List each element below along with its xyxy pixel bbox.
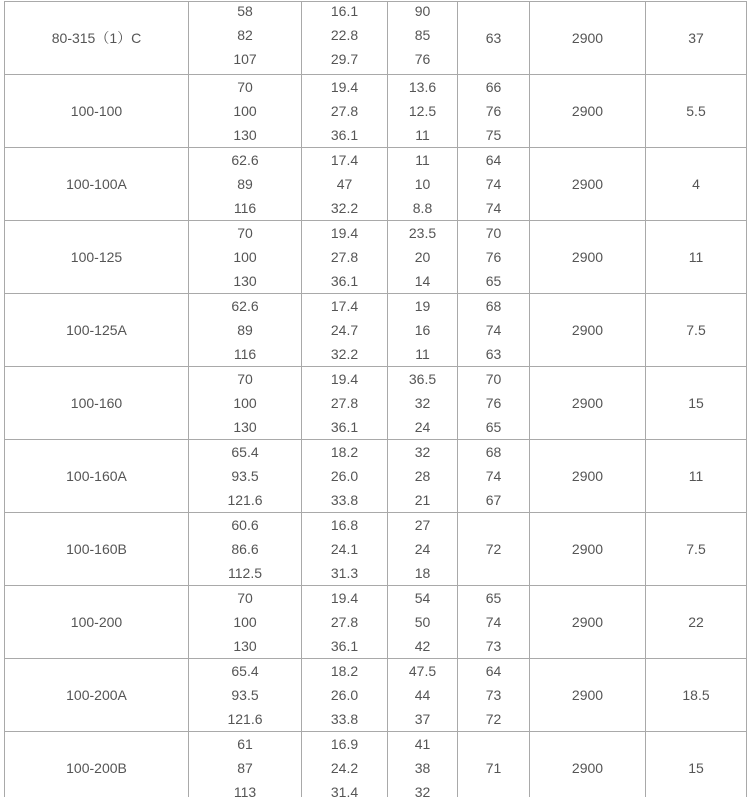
speed-cell [530,148,646,221]
speed-cell-value: 2900 [571,541,604,557]
flow-alt-cell-value: 17.4 [330,298,359,314]
speed-cell [530,2,646,75]
flow-alt-cell [302,294,388,367]
head-cell-value: 24 [414,541,431,557]
efficiency-cell-value: 71 [485,760,502,776]
table-row [5,221,747,294]
flow-cell-value: 121.6 [227,711,263,727]
flow-cell-value: 121.6 [227,492,263,508]
flow-cell-value: 93.5 [231,687,259,703]
table-row [5,513,747,586]
flow-alt-cell-value: 16.1 [330,2,359,19]
power-cell [646,732,747,797]
flow-cell [189,732,302,797]
efficiency-cell-value: 72 [485,711,502,727]
head-cell [388,367,458,440]
efficiency-cell-value: 65 [485,273,502,289]
head-cell-value: 27 [414,517,431,533]
efficiency-cell-value: 70 [485,371,502,387]
power-cell [646,294,747,367]
efficiency-cell [458,148,530,221]
flow-cell-value: 130 [233,419,257,435]
flow-cell-value: 130 [233,273,257,289]
flow-alt-cell-value: 27.8 [330,395,359,411]
flow-cell-value: 70 [237,371,253,387]
speed-cell [530,513,646,586]
model-cell-value: 100-125 [70,249,123,265]
head-cell [388,586,458,659]
speed-cell [530,294,646,367]
table-row [5,148,747,221]
head-cell-value: 21 [414,492,431,508]
efficiency-cell-value: 66 [485,79,502,95]
flow-alt-cell [302,586,388,659]
flow-cell-value: 112.5 [228,565,262,581]
flow-cell-value: 116 [233,346,257,362]
power-cell-value: 11 [688,468,704,484]
flow-alt-cell-value: 24.2 [330,760,359,776]
power-cell [646,2,747,75]
flow-alt-cell-value: 24.7 [330,322,359,338]
flow-cell-value: 61 [237,736,253,752]
head-cell-value: 36.5 [408,371,437,387]
model-cell-value: 100-160B [66,541,127,557]
flow-cell [189,294,302,367]
flow-cell [189,440,302,513]
flow-alt-cell-value: 32.2 [330,346,359,362]
power-cell-value: 7.5 [686,322,706,338]
head-cell-value: 32 [414,444,431,460]
head-cell-value: 54 [414,590,431,606]
speed-cell-value: 2900 [571,468,604,484]
head-cell-value: 11 [415,127,430,143]
model-cell-value: 100-100 [70,103,123,119]
model-cell-value: 80-315（1）C [51,30,142,46]
head-cell-value: 11 [415,346,430,362]
flow-alt-cell-value: 19.4 [330,590,359,606]
efficiency-cell [458,367,530,440]
speed-cell [530,75,646,148]
head-cell-value: 37 [414,711,431,727]
head-cell [388,440,458,513]
flow-alt-cell-value: 36.1 [330,127,359,143]
flow-cell-value: 100 [233,395,257,411]
flow-alt-cell [302,367,388,440]
speed-cell-value: 2900 [571,249,604,265]
efficiency-cell-value: 67 [485,492,502,508]
head-cell [388,75,458,148]
flow-alt-cell-value: 18.2 [330,663,359,679]
efficiency-cell-value: 76 [485,103,502,119]
efficiency-cell [458,513,530,586]
efficiency-cell-value: 68 [485,444,502,460]
flow-cell-value: 65.4 [231,663,259,679]
flow-cell-value: 100 [233,103,257,119]
head-cell-value: 32 [414,784,431,797]
efficiency-cell-value: 74 [485,176,502,192]
flow-alt-cell [302,659,388,732]
power-cell [646,148,747,221]
flow-cell-value: 60.6 [231,517,259,533]
table-row [5,659,747,732]
head-cell [388,294,458,367]
model-cell-value: 100-200A [66,687,127,703]
pump-spec-table-body [5,2,747,797]
flow-alt-cell-value: 19.4 [330,225,359,241]
flow-alt-cell-value: 36.1 [330,273,359,289]
efficiency-cell-value: 73 [485,687,502,703]
flow-cell [189,148,302,221]
model-cell [5,367,189,440]
efficiency-cell-value: 64 [485,663,502,679]
speed-cell-value: 2900 [571,614,604,630]
model-cell-value: 100-100A [66,176,127,192]
head-cell-value: 20 [414,249,431,265]
model-cell [5,148,189,221]
head-cell-value: 50 [414,614,431,630]
efficiency-cell-value: 76 [485,249,502,265]
power-cell [646,221,747,294]
efficiency-cell [458,440,530,513]
flow-alt-cell-value: 27.8 [330,103,359,119]
flow-cell-value: 58 [237,2,253,19]
efficiency-cell-value: 68 [485,298,502,314]
head-cell-value: 28 [414,468,431,484]
power-cell [646,75,747,148]
model-cell [5,294,189,367]
head-cell [388,513,458,586]
efficiency-cell-value: 74 [485,468,502,484]
pump-spec-table [4,1,747,797]
speed-cell [530,440,646,513]
efficiency-cell-value: 74 [485,322,502,338]
flow-alt-cell [302,75,388,148]
flow-cell-value: 86.6 [231,541,259,557]
flow-cell [189,75,302,148]
flow-cell-value: 93.5 [231,468,259,484]
power-cell-value: 15 [688,760,704,776]
head-cell-value: 18 [414,565,431,581]
speed-cell [530,659,646,732]
efficiency-cell-value: 75 [485,127,502,143]
model-cell-value: 100-160A [66,468,127,484]
model-cell [5,586,189,659]
flow-cell [189,586,302,659]
flow-cell [189,221,302,294]
efficiency-cell-value: 76 [485,395,502,411]
efficiency-cell-value: 70 [485,225,502,241]
table-row [5,75,747,148]
flow-alt-cell-value: 32.2 [330,200,359,216]
efficiency-cell [458,2,530,75]
flow-alt-cell [302,148,388,221]
head-cell-value: 24 [414,419,431,435]
flow-cell-value: 113 [233,784,257,797]
model-cell [5,659,189,732]
head-cell-value: 42 [414,638,431,654]
efficiency-cell-value: 64 [485,152,502,168]
power-cell [646,659,747,732]
flow-alt-cell-value: 31.4 [330,784,359,797]
head-cell-value: 16 [414,322,431,338]
flow-alt-cell-value: 31.3 [330,565,359,581]
table-row [5,294,747,367]
efficiency-cell [458,732,530,797]
efficiency-cell-value: 65 [485,590,502,606]
efficiency-cell [458,221,530,294]
flow-alt-cell [302,440,388,513]
flow-alt-cell-value: 16.9 [330,736,359,752]
efficiency-cell-value: 74 [485,200,502,216]
flow-cell [189,367,302,440]
flow-alt-cell-value: 27.8 [330,249,359,265]
speed-cell-value: 2900 [571,103,604,119]
model-cell [5,2,189,75]
speed-cell-value: 2900 [571,687,604,703]
flow-alt-cell [302,221,388,294]
head-cell-value: 10 [414,176,431,192]
flow-cell-value: 130 [233,127,257,143]
table-row [5,586,747,659]
head-cell-value: 23.5 [408,225,437,241]
head-cell [388,221,458,294]
flow-cell-value: 70 [237,590,253,606]
flow-alt-cell-value: 36.1 [330,419,359,435]
speed-cell-value: 2900 [571,30,604,46]
flow-alt-cell-value: 18.2 [330,444,359,460]
flow-alt-cell-value: 22.8 [330,26,359,43]
head-cell-value: 38 [414,760,431,776]
model-cell-value: 100-125A [66,322,127,338]
flow-cell-value: 62.6 [231,152,259,168]
flow-alt-cell-value: 26.0 [330,687,359,703]
efficiency-cell [458,294,530,367]
speed-cell-value: 2900 [571,176,604,192]
flow-cell-value: 65.4 [231,444,259,460]
flow-alt-cell-value: 33.8 [330,711,359,727]
speed-cell [530,367,646,440]
head-cell-value: 76 [414,50,431,67]
flow-cell-value: 89 [237,322,253,338]
efficiency-cell-value: 65 [485,419,502,435]
efficiency-cell-value: 63 [485,30,502,46]
efficiency-cell [458,75,530,148]
flow-cell-value: 70 [237,225,253,241]
flow-alt-cell-value: 33.8 [330,492,359,508]
head-cell-value: 85 [414,26,431,43]
head-cell [388,148,458,221]
speed-cell [530,732,646,797]
model-cell [5,732,189,797]
table-row [5,2,747,75]
power-cell-value: 15 [688,395,704,411]
power-cell [646,367,747,440]
power-cell-value: 18.5 [682,687,710,703]
flow-alt-cell [302,513,388,586]
power-cell [646,513,747,586]
power-cell-value: 37 [688,30,704,46]
speed-cell [530,221,646,294]
flow-alt-cell-value: 17.4 [330,152,359,168]
model-cell [5,513,189,586]
efficiency-cell-value: 74 [485,614,502,630]
power-cell-value: 22 [688,614,704,630]
flow-cell-value: 62.6 [231,298,259,314]
flow-alt-cell-value: 26.0 [330,468,359,484]
flow-alt-cell-value: 36.1 [330,638,359,654]
flow-alt-cell-value: 47 [336,176,353,192]
flow-cell-value: 116 [233,200,257,216]
head-cell [388,659,458,732]
power-cell [646,586,747,659]
flow-cell-value: 70 [237,79,253,95]
power-cell-value: 11 [688,249,704,265]
speed-cell-value: 2900 [571,322,604,338]
model-cell [5,440,189,513]
head-cell-value: 19 [414,298,431,314]
model-cell-value: 100-160 [70,395,123,411]
table-row [5,440,747,513]
flow-alt-cell-value: 27.8 [330,614,359,630]
flow-cell [189,2,302,75]
flow-cell-value: 100 [233,614,257,630]
head-cell-value: 12.5 [408,103,437,119]
model-cell [5,221,189,294]
head-cell-value: 90 [414,2,431,19]
flow-cell-value: 87 [237,760,253,776]
flow-cell-value: 107 [233,50,257,67]
head-cell-value: 32 [414,395,431,411]
flow-cell-value: 82 [237,26,253,43]
flow-cell-value: 89 [237,176,253,192]
table-row [5,732,747,797]
head-cell-value: 47.5 [408,663,437,679]
flow-alt-cell-value: 16.8 [330,517,359,533]
head-cell-value: 13.6 [408,79,437,95]
flow-cell [189,659,302,732]
power-cell-value: 4 [692,176,700,192]
flow-cell-value: 100 [233,249,257,265]
power-cell-value: 7.5 [686,541,706,557]
model-cell-value: 100-200B [66,760,127,776]
head-cell-value: 14 [414,273,431,289]
head-cell-value: 8.8 [412,200,433,216]
efficiency-cell-value: 73 [485,638,502,654]
head-cell-value: 44 [414,687,431,703]
model-cell-value: 100-200 [70,614,123,630]
power-cell [646,440,747,513]
speed-cell-value: 2900 [571,395,604,411]
head-cell-value: 41 [414,736,431,752]
speed-cell-value: 2900 [571,760,604,776]
head-cell-value: 11 [415,152,430,168]
power-cell-value: 5.5 [686,103,706,119]
flow-cell-value: 130 [233,638,257,654]
flow-alt-cell-value: 19.4 [330,79,359,95]
head-cell [388,732,458,797]
flow-alt-cell-value: 24.1 [330,541,359,557]
table-row [5,367,747,440]
flow-alt-cell-value: 19.4 [330,371,359,387]
speed-cell [530,586,646,659]
efficiency-cell-value: 63 [485,346,502,362]
head-cell [388,2,458,75]
efficiency-cell [458,586,530,659]
flow-alt-cell [302,732,388,797]
efficiency-cell-value: 72 [485,541,502,557]
model-cell [5,75,189,148]
efficiency-cell [458,659,530,732]
flow-cell [189,513,302,586]
flow-alt-cell-value: 29.7 [330,50,359,67]
flow-alt-cell [302,2,388,75]
